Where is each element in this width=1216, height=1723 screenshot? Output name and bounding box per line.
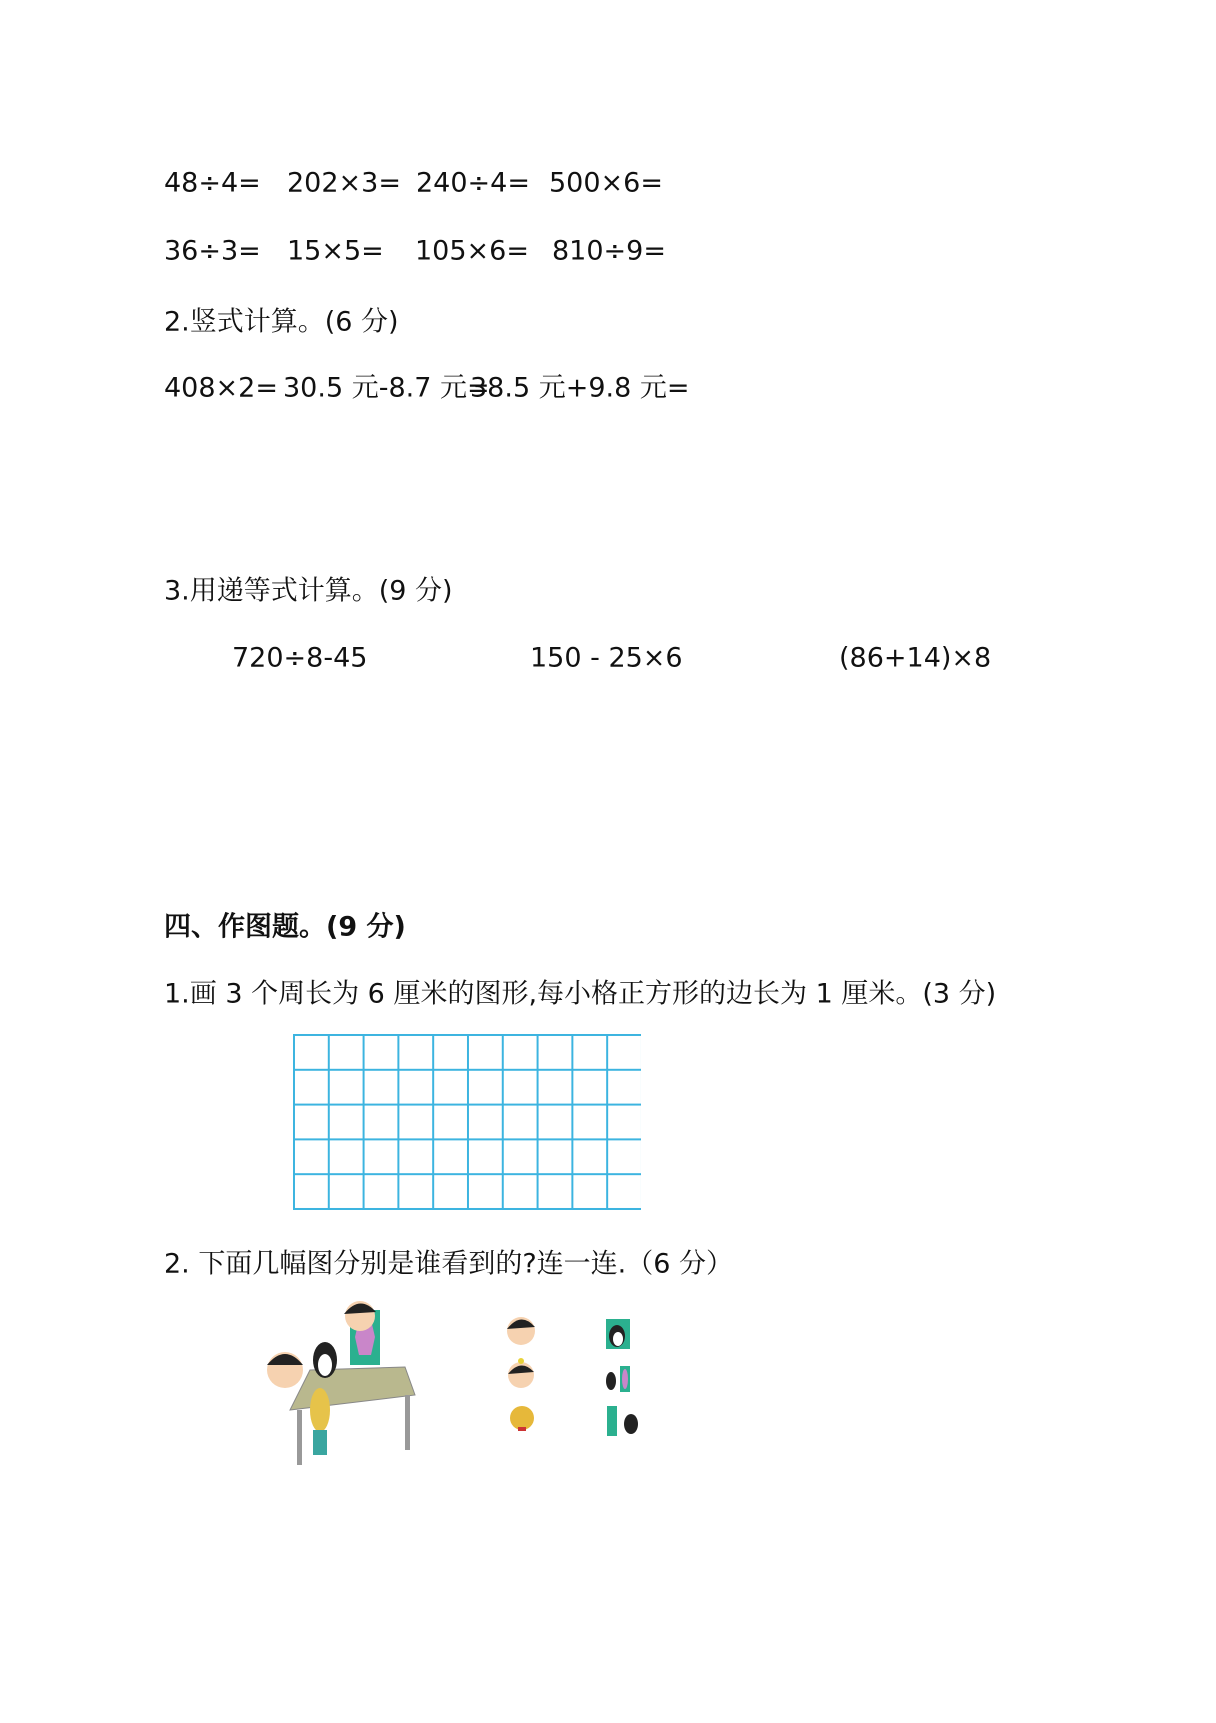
oral-item: 36÷3= — [164, 235, 261, 267]
stepwise-item: (86+14)×8 — [839, 642, 992, 674]
dog-head-icon — [507, 1403, 537, 1433]
view-box-penguin-back — [607, 1406, 641, 1436]
stepwise-title: 3.用递等式计算。(9 分) — [164, 575, 453, 607]
oral-item: 48÷4= — [164, 167, 261, 199]
question-2: 2. 下面几幅图分别是谁看到的?连一连.（6 分） — [164, 1248, 734, 1280]
oral-item: 105×6= — [415, 235, 529, 267]
oral-item: 240÷4= — [416, 167, 530, 199]
stepwise-item: 720÷8-45 — [232, 642, 368, 674]
oral-item: 202×3= — [287, 167, 401, 199]
vertical-title: 2.竖式计算。(6 分) — [164, 306, 399, 338]
boy-head-icon — [503, 1313, 539, 1347]
stepwise-item: 150 - 25×6 — [530, 642, 683, 674]
vertical-item: 38.5 元+9.8 元= — [470, 372, 690, 404]
oral-item: 15×5= — [287, 235, 384, 267]
vertical-item: 30.5 元-8.7 元= — [283, 372, 490, 404]
section-title: 四、作图题。(9 分) — [164, 911, 406, 943]
square-grid[interactable] — [293, 1034, 641, 1210]
view-penguin-front — [606, 1319, 630, 1349]
vertical-item: 408×2= — [164, 372, 278, 404]
boy-head-icon — [340, 1298, 380, 1333]
question-1: 1.画 3 个周长为 6 厘米的图形,每小格正方形的边长为 1 厘米。(3 分) — [164, 978, 997, 1010]
oral-item: 810÷9= — [552, 235, 666, 267]
girl-head-icon — [503, 1356, 539, 1390]
view-penguin-box-side — [604, 1364, 632, 1392]
oral-item: 500×6= — [549, 167, 663, 199]
